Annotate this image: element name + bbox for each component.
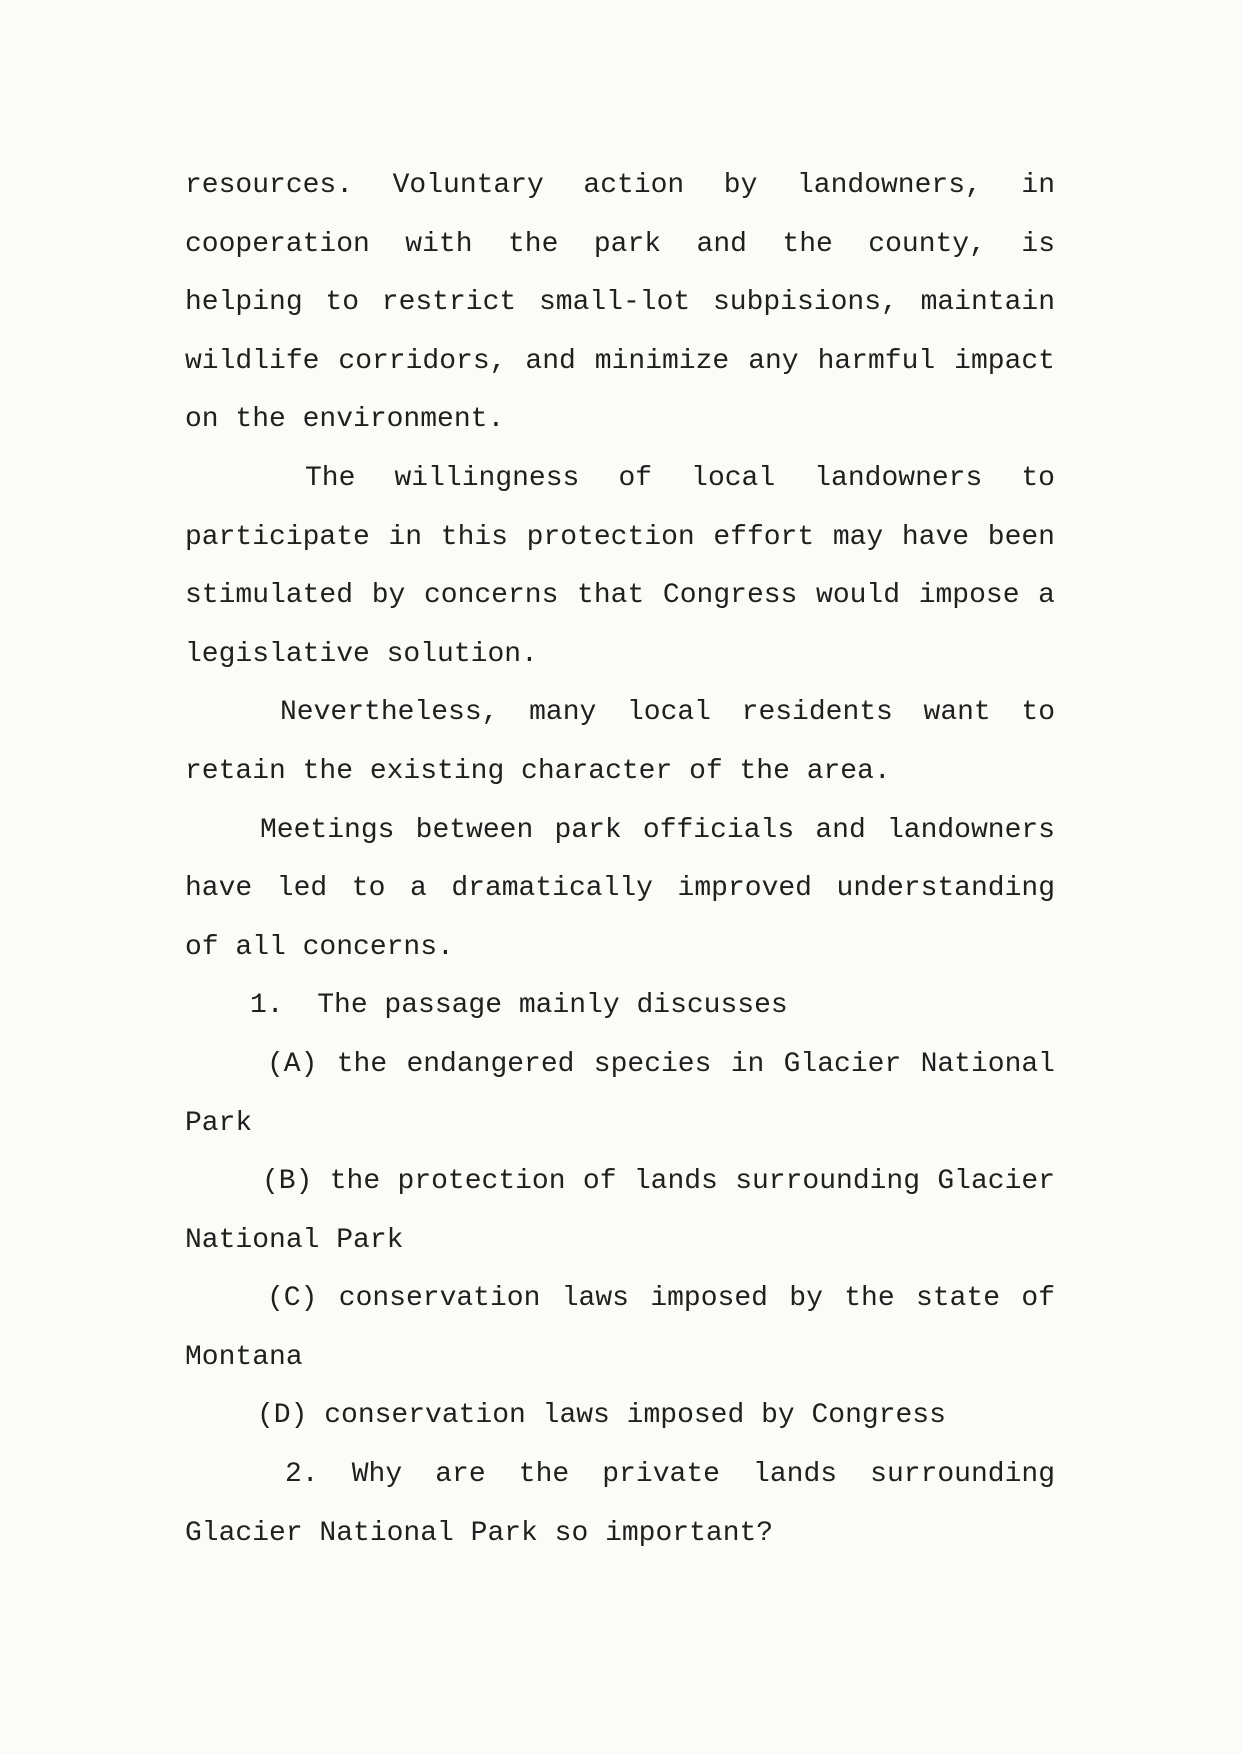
text-line: on the environment. [185,404,505,436]
paragraph [185,1036,1055,1153]
paragraph [185,802,1055,978]
text-line: (A) the endangered species in Glacier National [267,1048,1055,1080]
text-line: Montana [185,1341,303,1373]
text-line: (C) conservation laws imposed by the state of [267,1283,1055,1315]
text-line: (B) the protection of lands surrounding Glacier [262,1166,1055,1198]
text-line: participate in this protection effort may have been [185,521,1055,553]
paragraph [185,684,1055,801]
paragraph [185,157,1055,450]
paragraph [185,450,1055,684]
text-line: Nevertheless, many local residents want to [280,697,1055,729]
text-line: retain the existing character of the area. [185,755,891,787]
text-line: cooperation with the park and the county, is [185,228,1055,260]
text-line: Meetings between park officials and landowners [260,814,1055,846]
document-text-body [185,157,1055,1563]
text-line: Glacier National Park so important? [185,1517,774,1549]
text-line: legislative solution. [185,638,538,670]
paragraph [185,977,1055,1036]
text-line: of all concerns. [185,931,454,963]
text-line: National Park [185,1224,404,1256]
text-line: (D) conservation laws imposed by Congress [257,1400,946,1432]
text-line: 1. The passage mainly discusses [250,990,788,1022]
text-line: wildlife corridors, and minimize any harmful impact [185,345,1055,377]
text-line: The willingness of local landowners to [305,462,1055,494]
text-line: Park [185,1107,253,1139]
paragraph [185,1153,1055,1270]
paragraph [185,1446,1055,1563]
paragraph [185,1387,1055,1446]
paragraph [185,1270,1055,1387]
text-line: stimulated by concerns that Congress would impose a [185,580,1055,612]
text-line: resources. Voluntary action by landowners, in [185,170,1055,201]
text-line: helping to restrict small-lot subpisions, maintain [185,287,1055,319]
text-line: 2. Why are the private lands surrounding [285,1459,1055,1491]
text-line: have led to a dramatically improved understanding [185,873,1055,905]
